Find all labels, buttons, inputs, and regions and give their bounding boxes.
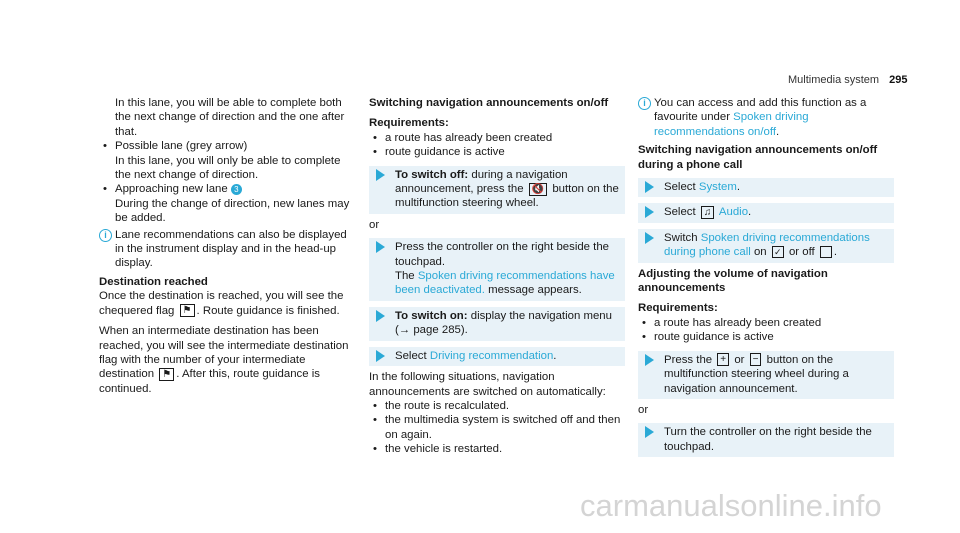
step-arrow-icon (376, 169, 385, 181)
instruction-step: To switch on: display the navigation menu (→ page 285). (369, 307, 625, 341)
instruction-step: Select Driving recommendation. (369, 347, 625, 366)
list-item: • Possible lane (grey arrow) (99, 139, 355, 153)
step-arrow-icon (645, 206, 654, 218)
page-header (788, 74, 907, 86)
requirements-label: Requirements: (369, 117, 449, 130)
paragraph: Once the destination is reached, you will see the chequered flag ⚑ . Route guidance is finished. (99, 290, 344, 317)
info-icon: i (638, 97, 651, 110)
instruction-step: To switch off: during a navigation announcement, press the 🔇 button on the multifunction steering wheel. (369, 166, 625, 214)
list-item: • a route has already been created (638, 316, 894, 330)
section-heading: Switching navigation announcements on/off (369, 97, 609, 109)
column-3 (638, 96, 894, 461)
instruction-step: Select ♫ Audio. (638, 203, 894, 222)
step-arrow-icon (376, 310, 385, 322)
chequered-flag-icon: ⚑ (180, 304, 195, 317)
section-heading: Destination reached (99, 275, 208, 288)
paragraph: In this lane, you will only be able to complete the next change of direction. (115, 154, 341, 182)
list-item: • Approaching new lane 3 (99, 182, 355, 196)
or-label: or (369, 218, 380, 231)
step-arrow-icon (645, 354, 654, 366)
note: i You can access and add this function as a favourite under Spoken driving recommendations on/off. (638, 96, 894, 139)
page-number: 295 (889, 74, 908, 86)
menu-link: System (698, 181, 737, 194)
menu-link: Audio (718, 206, 749, 219)
plus-icon: + (717, 353, 729, 366)
paragraph: During the change of direction, new lanes may be added. (115, 197, 350, 225)
list-item: • route guidance is active (369, 145, 625, 159)
instruction-step: Press the + or − button on the multifunction steering wheel during a navigation announcement. (638, 351, 894, 399)
instruction-step: Select System. (638, 178, 894, 197)
step-arrow-icon (645, 232, 654, 244)
minus-icon: − (750, 353, 762, 366)
checkbox-empty-icon (820, 246, 832, 258)
paragraph: In the following situations, navigation announcements are switched on automatically: (369, 371, 606, 398)
paragraph: In this lane, you will be able to complete both the next change of direction and the one after that. (115, 97, 345, 138)
column-2 (369, 96, 625, 457)
watermark: carmanualsonline.info (580, 488, 882, 523)
instruction-step: Turn the controller on the right beside the touchpad. (638, 423, 894, 457)
info-icon: i (99, 229, 112, 242)
menu-link: Driving recommendation (429, 349, 554, 362)
audio-note-icon: ♫ (701, 206, 715, 219)
mute-speaker-icon: 🔇 (529, 183, 547, 196)
menu-link: Spoken driving recommendations during phone call (664, 231, 870, 259)
lane-number-badge: 3 (231, 184, 242, 195)
step-arrow-icon (645, 181, 654, 193)
step-arrow-icon (645, 426, 654, 438)
section-heading: Adjusting the volume of navigation announcements (638, 267, 828, 295)
section-heading: Switching navigation announcements on/off during a phone call (638, 144, 878, 171)
list-item: • the multimedia system is switched off and then on again. (369, 413, 625, 442)
intermediate-flag-icon: ⚑ (159, 368, 174, 381)
list-item: • route guidance is active (638, 330, 894, 344)
section-title: Multimedia system (788, 74, 880, 86)
instruction-step: Switch Spoken driving recommendations during phone call on ✓ or off . (638, 229, 894, 263)
column-1 (99, 96, 355, 396)
or-label: or (638, 403, 649, 416)
instruction-step: Press the controller on the right beside the touchpad. The Spoken driving recommendations have been deactivated. message appears. (369, 238, 625, 301)
list-item: • a route has already been created (369, 131, 625, 145)
checkbox-checked-icon: ✓ (772, 246, 784, 258)
message-link: Spoken driving recommendations have been deactivated. (395, 270, 615, 297)
favourite-link: Spoken driving recommendations on/off (654, 111, 809, 138)
requirements-label: Requirements: (638, 302, 718, 315)
paragraph: When an intermediate destination has been reached, you will see the intermediate destination flag with the number of your intermediate destination ⚑ . After this, route guidance is continued. (99, 325, 349, 395)
note: i Lane recommendations can also be displayed in the instrument display and in the head-up display. (99, 228, 355, 271)
step-arrow-icon (376, 350, 385, 362)
list-item: • the vehicle is restarted. (369, 442, 625, 456)
step-arrow-icon (376, 241, 385, 253)
list-item: • the route is recalculated. (369, 399, 625, 413)
